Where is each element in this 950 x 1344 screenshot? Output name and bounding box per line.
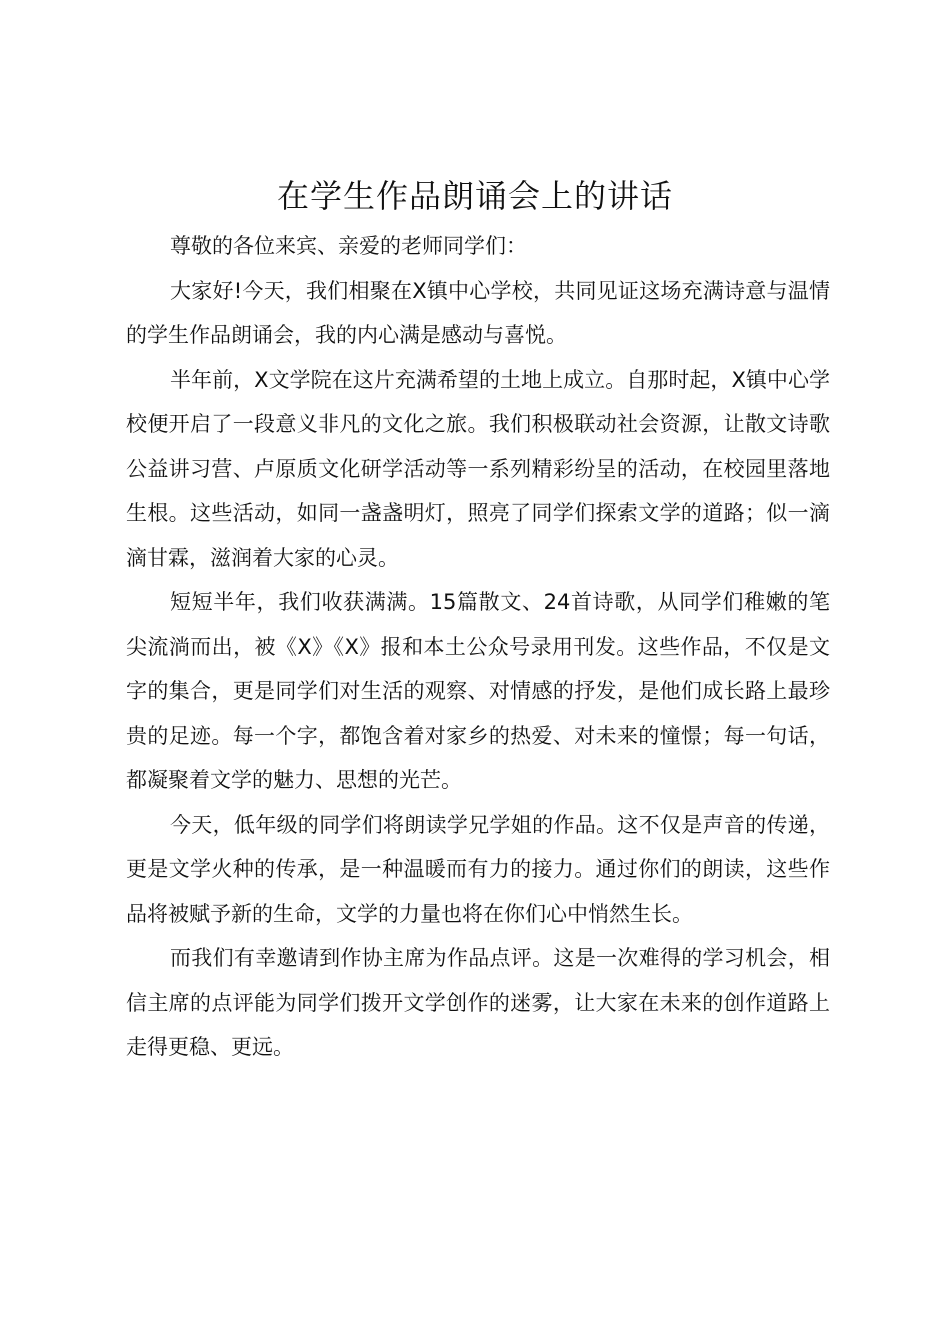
paragraph-greeting: 大家好!今天，我们相聚在X镇中心学校，共同见证这场充满诗意与温情的学生作品朗诵会，我的内心满是感动与喜悦。 xyxy=(126,278,830,347)
paragraph-reading: 今天，低年级的同学们将朗读学兄学姐的作品。这不仅是声音的传递，更是文学火种的传承，是一种温暖而有力的接力。通过你们的朗读，这些作品将被赋予新的生命，文学的力量也将在你们心中悄然生长。 xyxy=(126,812,830,926)
page-title: 在学生作品朗诵会上的讲话 xyxy=(276,177,673,215)
speech-body xyxy=(126,224,830,1070)
paragraph-background: 半年前，X文学院在这片充满希望的土地上成立。自那时起，X镇中心学校便开启了一段意义非凡的文化之旅。我们积极联动社会资源，让散文诗歌公益讲习营、卢原质文化研学活动等一系列精彩纷呈的活动，在校园里落地生根。这些活动，如同一盏盏明灯，照亮了同学们探索文学的道路；似一滴滴甘霖，滋润着大家的心灵。 xyxy=(126,367,830,570)
paragraph-achievements: 短短半年，我们收获满满。15篇散文、24首诗歌，从同学们稚嫩的笔尖流淌而出，被《X》《X》报和本土公众号录用刊发。这些作品，不仅是文字的集合，更是同学们对生活的观察、对情感的抒发，是他们成长路上最珍贵的足迹。每一个字，都饱含着对家乡的热爱、对未来的憧憬；每一句话，都凝聚着文学的魅力、思想的光芒。 xyxy=(126,590,830,792)
salutation: 尊敬的各位来宾、亲爱的老师同学们： xyxy=(170,234,527,258)
paragraph-review: 而我们有幸邀请到作协主席为作品点评。这是一次难得的学习机会，相信主席的点评能为同学们拨开文学创作的迷雾，让大家在未来的创作道路上走得更稳、更远。 xyxy=(126,946,830,1059)
